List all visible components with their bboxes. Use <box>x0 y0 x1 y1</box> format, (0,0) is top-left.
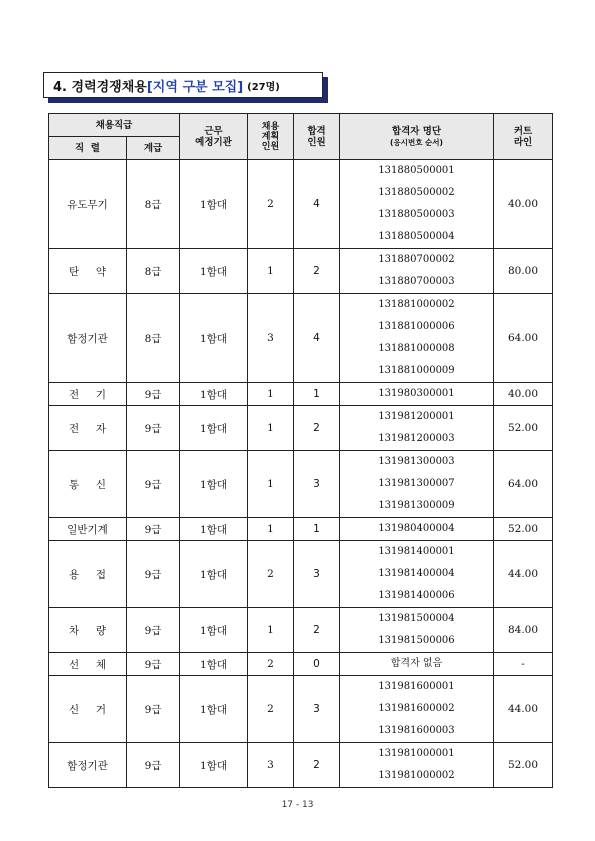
table-row <box>49 451 553 518</box>
cell-passed: 1 <box>294 518 340 541</box>
cell-cutline: 52.00 <box>494 518 553 541</box>
header-grade: 계급 <box>127 137 180 160</box>
cell-position: 일반기계 <box>49 518 127 541</box>
cell-planned: 2 <box>248 653 294 676</box>
cell-candidate-list <box>340 294 494 383</box>
heading-count: (27명) <box>247 81 280 93</box>
candidate-number: 131981600002 <box>378 703 455 714</box>
cell-grade: 9급 <box>127 676 180 743</box>
cell-passed: 0 <box>294 653 340 676</box>
cell-agency: 1함대 <box>180 653 248 676</box>
cell-grade: 9급 <box>127 653 180 676</box>
candidate-number: 131981400004 <box>378 568 455 579</box>
cell-candidate-list <box>340 541 494 608</box>
header-position: 직 렬 <box>49 137 127 160</box>
cell-agency: 1함대 <box>180 249 248 294</box>
table-row <box>49 518 553 541</box>
cell-passed: 3 <box>294 676 340 743</box>
cell-candidate-list <box>340 160 494 249</box>
cell-candidate-list <box>340 383 494 406</box>
cell-cutline: 84.00 <box>494 608 553 653</box>
cell-grade: 9급 <box>127 406 180 451</box>
cell-position: 전 기 <box>49 383 127 406</box>
table-row <box>49 249 553 294</box>
cell-grade: 9급 <box>127 451 180 518</box>
cell-grade: 9급 <box>127 541 180 608</box>
cell-agency: 1함대 <box>180 294 248 383</box>
candidate-number: 131881000006 <box>378 321 455 332</box>
cell-agency: 1함대 <box>180 406 248 451</box>
candidate-number: 131981200001 <box>378 411 455 422</box>
cell-position: 함정기관 <box>49 294 127 383</box>
table-body <box>49 160 553 788</box>
cell-planned: 1 <box>248 518 294 541</box>
candidate-number: 131880500002 <box>378 187 455 198</box>
cell-candidate-list <box>340 406 494 451</box>
cell-passed: 1 <box>294 383 340 406</box>
cell-candidate-list <box>340 653 494 676</box>
cell-candidate-list <box>340 249 494 294</box>
candidate-number: 131880500004 <box>378 231 455 242</box>
cell-planned: 2 <box>248 160 294 249</box>
table-row <box>49 160 553 249</box>
cell-agency: 1함대 <box>180 743 248 788</box>
header-cutline: 커트 라인 <box>494 114 553 160</box>
cell-grade: 9급 <box>127 383 180 406</box>
cell-passed: 3 <box>294 451 340 518</box>
cell-position: 함정기관 <box>49 743 127 788</box>
candidate-number: 131981600001 <box>378 681 455 692</box>
cell-cutline: 80.00 <box>494 249 553 294</box>
cell-passed: 2 <box>294 608 340 653</box>
header-group: 채용직급 <box>49 114 180 137</box>
candidate-number: 131981400006 <box>378 590 455 601</box>
candidate-number: 131981300003 <box>378 456 455 467</box>
candidate-number: 131880500001 <box>378 165 455 176</box>
cell-passed: 4 <box>294 294 340 383</box>
candidate-number: 131981300007 <box>378 478 455 489</box>
candidate-number: 131981400001 <box>378 546 455 557</box>
cell-cutline: 52.00 <box>494 406 553 451</box>
cell-grade: 8급 <box>127 249 180 294</box>
candidate-number: 131981300009 <box>378 500 455 511</box>
table-row <box>49 383 553 406</box>
cell-passed: 2 <box>294 406 340 451</box>
cell-agency: 1함대 <box>180 608 248 653</box>
cell-candidate-list <box>340 518 494 541</box>
cell-position: 탄 약 <box>49 249 127 294</box>
candidate-number: 131981000002 <box>378 770 455 781</box>
cell-position: 선 체 <box>49 653 127 676</box>
cell-planned: 1 <box>248 383 294 406</box>
cell-agency: 1함대 <box>180 451 248 518</box>
cell-candidate-list <box>340 676 494 743</box>
candidate-number: 131881000009 <box>378 365 455 376</box>
cell-cutline: 40.00 <box>494 383 553 406</box>
candidate-number: 131981200003 <box>378 433 455 444</box>
candidate-number: 131881000008 <box>378 343 455 354</box>
cell-position: 신 거 <box>49 676 127 743</box>
cell-planned: 1 <box>248 608 294 653</box>
cell-candidate-list <box>340 608 494 653</box>
cell-agency: 1함대 <box>180 518 248 541</box>
candidate-number: 합격자 없음 <box>390 658 443 669</box>
cell-agency: 1함대 <box>180 160 248 249</box>
cell-position: 유도무기 <box>49 160 127 249</box>
candidate-number: 131880700003 <box>378 276 455 287</box>
table-row <box>49 294 553 383</box>
heading-main: 4. 경력경쟁채용 <box>53 79 147 95</box>
cell-planned: 2 <box>248 541 294 608</box>
cell-cutline: 44.00 <box>494 676 553 743</box>
cell-position: 차 량 <box>49 608 127 653</box>
cell-grade: 8급 <box>127 160 180 249</box>
candidate-number: 131880700002 <box>378 254 455 265</box>
heading-accent: [지역 구분 모집] <box>146 79 244 95</box>
header-planned: 채용 계획 인원 <box>248 114 294 160</box>
cell-cutline: - <box>494 653 553 676</box>
cell-candidate-list <box>340 743 494 788</box>
cell-passed: 2 <box>294 743 340 788</box>
cell-planned: 2 <box>248 676 294 743</box>
candidate-number: 131981000001 <box>378 748 455 759</box>
table-row <box>49 743 553 788</box>
cell-position: 전 자 <box>49 406 127 451</box>
cell-grade: 8급 <box>127 294 180 383</box>
table-row <box>49 406 553 451</box>
header-passed: 합격 인원 <box>294 114 340 160</box>
table-row <box>49 676 553 743</box>
candidate-number: 131981500006 <box>378 635 455 646</box>
cell-cutline: 44.00 <box>494 541 553 608</box>
cell-planned: 3 <box>248 743 294 788</box>
cell-position: 통 신 <box>49 451 127 518</box>
table-row <box>49 653 553 676</box>
cell-candidate-list <box>340 451 494 518</box>
cell-position: 용 접 <box>49 541 127 608</box>
header-list <box>340 114 494 160</box>
results-table <box>48 113 553 788</box>
cell-grade: 9급 <box>127 743 180 788</box>
cell-passed: 3 <box>294 541 340 608</box>
header-agency: 근무 예정기관 <box>180 114 248 160</box>
cell-cutline: 52.00 <box>494 743 553 788</box>
cell-agency: 1함대 <box>180 676 248 743</box>
cell-cutline: 64.00 <box>494 451 553 518</box>
candidate-number: 131980400004 <box>378 523 455 534</box>
table-row <box>49 541 553 608</box>
section-heading <box>43 72 323 98</box>
page-number: 17 - 13 <box>281 800 314 810</box>
cell-grade: 9급 <box>127 608 180 653</box>
table-row <box>49 608 553 653</box>
header-list-title: 합격자 명단 <box>391 125 442 137</box>
candidate-number: 131881000002 <box>378 299 455 310</box>
cell-agency: 1함대 <box>180 383 248 406</box>
cell-planned: 1 <box>248 249 294 294</box>
cell-planned: 3 <box>248 294 294 383</box>
candidate-number: 131981600003 <box>378 725 455 736</box>
candidate-number: 131980300001 <box>378 388 455 399</box>
cell-passed: 2 <box>294 249 340 294</box>
cell-planned: 1 <box>248 406 294 451</box>
cell-cutline: 64.00 <box>494 294 553 383</box>
cell-planned: 1 <box>248 451 294 518</box>
candidate-number: 131880500003 <box>378 209 455 220</box>
candidate-number: 131981500004 <box>378 613 455 624</box>
cell-passed: 4 <box>294 160 340 249</box>
header-list-sub: (응시번호 순서) <box>390 137 443 147</box>
cell-cutline: 40.00 <box>494 160 553 249</box>
cell-agency: 1함대 <box>180 541 248 608</box>
cell-grade: 9급 <box>127 518 180 541</box>
